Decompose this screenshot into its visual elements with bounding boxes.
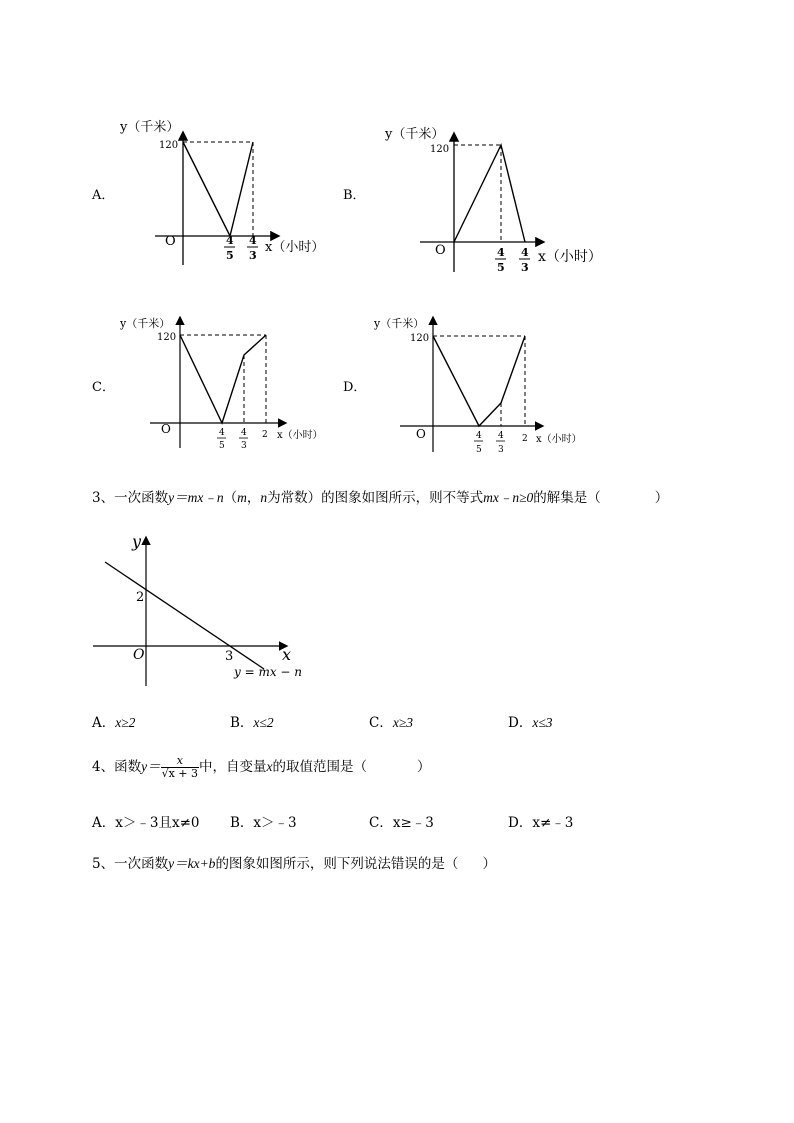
- q3-sep: ，: [246, 490, 261, 506]
- frac-4-5-num: 4: [226, 234, 234, 247]
- q5-equation: y＝kx+b: [168, 856, 216, 871]
- q4-text-c: 的取值范围是（: [272, 759, 368, 775]
- q4-close: ）: [417, 759, 431, 775]
- option-letter: A．: [92, 815, 116, 831]
- frac-4-5-num: 4: [476, 431, 482, 441]
- option-text: x≥﹣3: [392, 815, 434, 831]
- tick-120: 120: [159, 140, 179, 151]
- option-letter: D．: [508, 815, 533, 831]
- question-number: 4、: [92, 759, 115, 775]
- q4-fraction: [161, 755, 199, 780]
- y-label: y（千米）: [120, 317, 171, 330]
- option-b-graph: [380, 120, 605, 280]
- graph-line: [180, 335, 266, 423]
- question-4: [92, 755, 431, 780]
- q5-text-a: 一次函数: [114, 856, 169, 872]
- x-intercept-label: 3: [225, 649, 234, 664]
- option-letter: C．: [369, 815, 393, 831]
- q3-text-c: 为常数）的图象如图所示，则不等式: [267, 490, 484, 506]
- tick-2: 2: [262, 430, 268, 440]
- question-5: [92, 852, 496, 872]
- fraction-numerator: x: [176, 754, 183, 767]
- frac-4-3-num: 4: [521, 246, 529, 259]
- q3-option-c[interactable]: [369, 711, 413, 731]
- option-letter: B．: [230, 715, 254, 731]
- q3-text-d: 的解集是（: [533, 490, 601, 506]
- q4-text-a: 函数: [114, 759, 142, 775]
- question-3: [92, 486, 668, 506]
- q4-option-a[interactable]: [92, 811, 199, 831]
- q4-option-c[interactable]: [369, 811, 434, 831]
- option-d-graph: [370, 310, 595, 460]
- frac-4-5-den: 5: [497, 261, 505, 274]
- x-label: x（小时）: [265, 240, 325, 255]
- option-text: x≤2: [253, 715, 274, 730]
- frac-4-3-den: 3: [241, 441, 247, 451]
- y-label: y（千米）: [374, 317, 425, 330]
- graph-line: [105, 562, 264, 669]
- option-letter: D．: [508, 715, 533, 731]
- option-c-graph: [115, 310, 340, 460]
- frac-4-5-den: 5: [219, 441, 225, 451]
- question-number: 5、: [92, 856, 115, 872]
- q3-option-d[interactable]: [508, 711, 552, 731]
- frac-4-5-num: 4: [497, 246, 505, 259]
- origin-label: O: [133, 647, 145, 663]
- x-label: x: [282, 645, 292, 664]
- line-label: y = mx − n: [234, 665, 303, 679]
- graph-line: [183, 142, 253, 236]
- q5-close: ）: [482, 856, 496, 872]
- option-text: x＞﹣3: [253, 815, 297, 831]
- q5-text-b: 的图象如图所示，则下列说法错误的是（: [215, 856, 459, 872]
- q3-graph: [88, 530, 308, 690]
- q3-option-b[interactable]: [230, 711, 274, 731]
- q3-n: n: [260, 490, 268, 505]
- frac-4-5-den: 5: [476, 445, 482, 455]
- frac-4-3-num: 4: [498, 431, 504, 441]
- option-text: x＞﹣3且x≠0: [115, 815, 200, 831]
- y-label: y: [132, 532, 142, 551]
- frac-4-3-num: 4: [249, 234, 257, 247]
- y-label: y（千米）: [385, 127, 445, 142]
- option-text: x≠﹣3: [532, 815, 574, 831]
- x-label: x（小时）: [536, 434, 582, 445]
- frac-4-5-den: 5: [226, 249, 234, 262]
- option-text: x≥2: [115, 715, 136, 730]
- y-intercept-label: 2: [136, 590, 145, 605]
- q3-text-a: 一次函数: [114, 490, 169, 506]
- q3-equation: y＝mx﹣n: [168, 490, 224, 505]
- tick-120: 120: [157, 332, 177, 343]
- x-label: x（小时）: [277, 430, 323, 441]
- option-letter: B．: [230, 815, 254, 831]
- option-text: x≥3: [392, 715, 413, 730]
- q3-close: ）: [654, 490, 669, 506]
- q3-m: m: [237, 490, 247, 505]
- frac-4-3-den: 3: [498, 445, 504, 455]
- q4-option-d[interactable]: [508, 811, 573, 831]
- origin-label: O: [165, 234, 176, 249]
- tick-120: 120: [430, 144, 450, 155]
- frac-4-5-num: 4: [219, 428, 225, 438]
- origin-label: O: [435, 243, 446, 258]
- option-b-letter: B．: [343, 188, 366, 203]
- graph-line: [454, 145, 525, 242]
- q4-text-b: 中，自变量: [199, 759, 267, 775]
- option-letter: A．: [92, 715, 116, 731]
- question-number: 3、: [92, 490, 115, 506]
- q3-inequality: mx﹣n≥0: [483, 490, 534, 505]
- q4-option-b[interactable]: [230, 811, 297, 831]
- option-text: x≤3: [532, 715, 553, 730]
- frac-4-3-den: 3: [249, 249, 257, 262]
- q4-y-eq: y＝: [141, 759, 161, 774]
- x-label: x（小时）: [538, 249, 602, 265]
- option-d-letter: D．: [343, 380, 367, 395]
- option-a-graph: [115, 115, 340, 270]
- graph-line: [433, 336, 525, 426]
- origin-label: O: [416, 427, 426, 441]
- frac-4-3-den: 3: [521, 261, 529, 274]
- y-label: y（千米）: [120, 120, 180, 135]
- option-c-letter: C．: [92, 380, 115, 395]
- q3-option-a[interactable]: [92, 711, 135, 731]
- tick-2: 2: [522, 434, 528, 444]
- q3-text-b: （: [223, 490, 238, 506]
- frac-4-3-num: 4: [241, 428, 247, 438]
- q4-var: x: [266, 759, 273, 774]
- fraction-denominator: √x + 3: [161, 767, 199, 780]
- option-letter: C．: [369, 715, 393, 731]
- tick-120: 120: [410, 333, 430, 344]
- option-a-letter: A．: [92, 188, 115, 203]
- origin-label: O: [161, 422, 171, 436]
